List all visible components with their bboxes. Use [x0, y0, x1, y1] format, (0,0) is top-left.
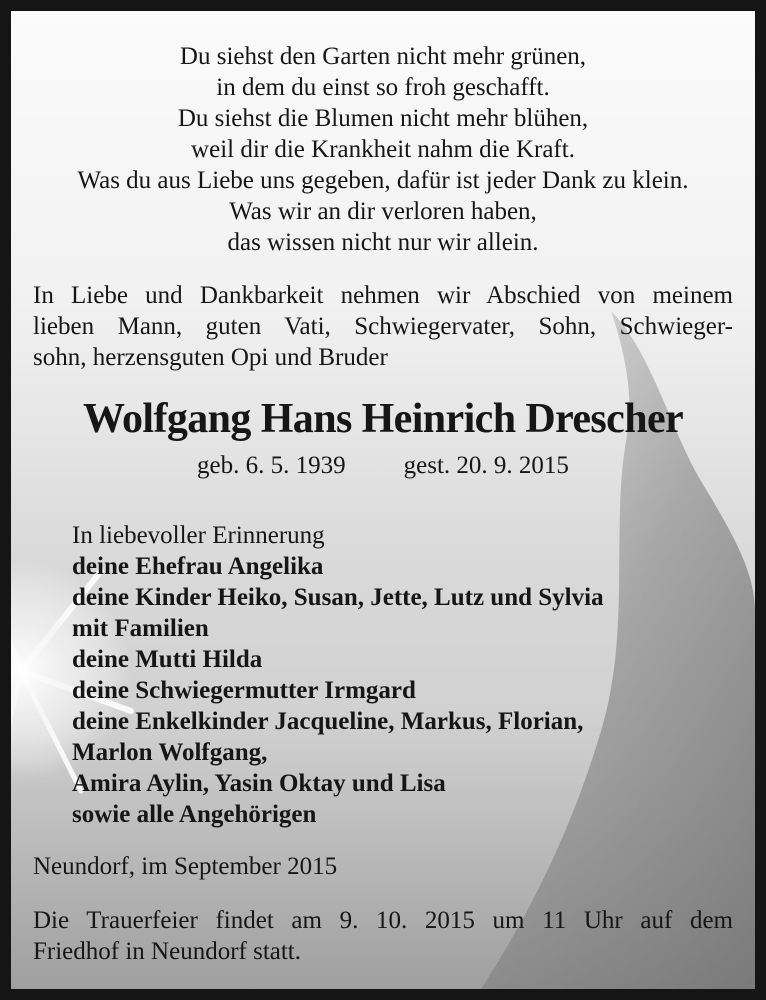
- intro-line: sohn, herzensguten Opi und Bruder: [33, 344, 388, 371]
- notice-text: [11, 11, 755, 989]
- mourners-heading: In liebevoller Erinnerung: [72, 522, 325, 549]
- funeral-line: Die Trauerfeier findet am 9. 10. 2015 um 11 Uhr auf dem: [33, 907, 733, 934]
- mourner-line: Marlon Wolfgang,: [72, 739, 268, 766]
- poem-line: in dem du einst so froh geschafft.: [216, 74, 550, 101]
- life-dates: [11, 451, 755, 481]
- death-date: gest. 20. 9. 2015: [403, 452, 569, 479]
- mourner-line: sowie alle Angehörigen: [72, 801, 317, 828]
- mourner-line: deine Ehefrau Angelika: [72, 553, 324, 580]
- place-date: Neundorf, im September 2015: [33, 853, 338, 880]
- mourner-line: deine Enkelkinder Jacqueline, Markus, Florian,: [72, 708, 584, 735]
- mourner-line: deine Kinder Heiko, Susan, Jette, Lutz und Sylvia: [72, 584, 604, 611]
- mourner-line: Amira Aylin, Yasin Oktay und Lisa: [72, 770, 446, 797]
- poem-line: Du siehst die Blumen nicht mehr blühen,: [177, 105, 589, 132]
- mourner-line: deine Mutti Hilda: [72, 646, 263, 673]
- intro-line: lieben Mann, guten Vati, Schwiegervater, Sohn, Schwieger-: [33, 313, 733, 340]
- poem-line: weil dir die Krankheit nahm die Kraft.: [191, 136, 575, 163]
- poem-line: Was wir an dir verloren haben,: [229, 198, 537, 225]
- poem-line: Was du aus Liebe uns gegeben, dafür ist jeder Dank zu klein.: [77, 167, 689, 194]
- intro-line: In Liebe und Dankbarkeit nehmen wir Abschied von meinem: [33, 282, 733, 309]
- mourner-line: deine Schwiegermutter Irmgard: [72, 677, 416, 704]
- birth-date: geb. 6. 5. 1939: [197, 452, 346, 479]
- mourner-line: mit Familien: [72, 615, 209, 642]
- poem-line: das wissen nicht nur wir allein.: [227, 229, 539, 256]
- funeral-line: Friedhof in Neundorf statt.: [33, 938, 302, 965]
- poem-line: Du siehst den Garten nicht mehr grünen,: [179, 43, 587, 70]
- deceased-name: Wolfgang Hans Heinrich Drescher: [82, 396, 684, 442]
